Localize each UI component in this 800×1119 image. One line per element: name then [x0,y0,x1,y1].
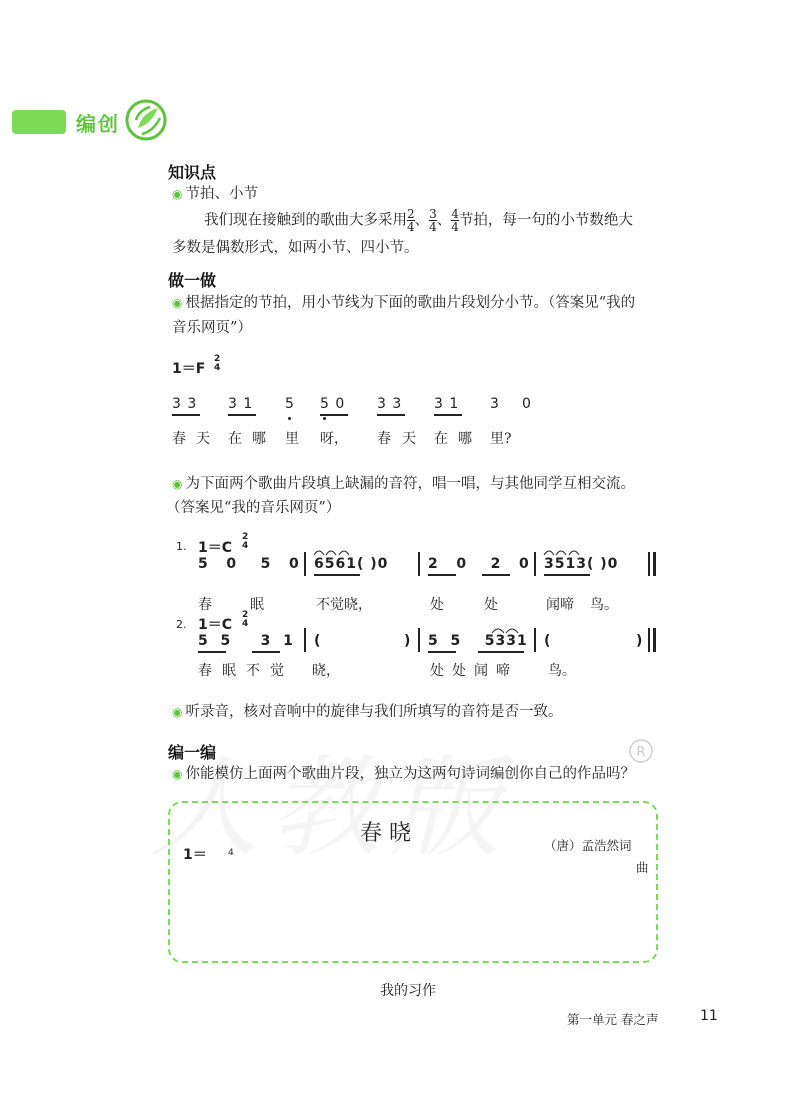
slur-marks-icon [542,546,594,556]
bullet-icon: ◉ [172,705,183,719]
ex1-lyric: 天 [402,431,416,447]
ex1-note-group-1: 3 3 [172,396,198,412]
ex2-lyric: 眠 [250,597,264,613]
ex2-lyric: 闻啼 [546,597,574,613]
composition-box[interactable] [168,801,658,963]
ex1-beam [320,414,348,416]
ex1-beam [172,414,200,416]
slur-marks-icon [312,546,364,556]
ex2-lyric: 鸟。 [590,597,618,613]
ex1-note-rest: 0 [522,396,532,412]
bullet-listen: ◉ 听录音，核对音响中的旋律与我们所填写的音符是否一致。 [172,704,563,720]
bullet-divide-bars: ◉ 根据指定的节拍，用小节线为下面的歌曲片段划分小节。（答案见“我的 [172,295,636,311]
ex1-note-5: 5 [285,396,295,412]
ex1-time-signature: 2 4 [214,354,221,373]
bullet-icon: ◉ [172,477,183,491]
ex1-lyric: 春 [377,431,391,447]
ex1-note-group-4: 3 3 [377,396,403,412]
ex3-time-signature: 2 4 [242,610,249,629]
paragraph-2: 多数是偶数形式，如两小节、四小节。 [172,240,419,256]
ex3-beam [198,651,226,653]
ex2-beam [482,574,510,576]
section-title: 编创 [76,112,120,136]
ex2-notes-a: 5 0 5 0 [198,556,300,572]
ex3-paren-open: ( [314,633,322,649]
ex1-lyric: 呀， [320,431,348,447]
ex1-note-3: 3 [490,396,500,412]
composition-key: 1＝ [183,847,207,863]
leaf-logo-icon [124,98,168,142]
ex2-number: 1. [176,540,187,553]
ex1-beam [434,414,462,416]
slur-marks-icon [478,624,528,634]
ex1-lyric: 在 [228,431,242,447]
heading-knowledge: 知识点 [168,163,217,182]
ex2-lyric: 处 [430,597,444,613]
final-bar-line [648,628,650,652]
ex3-lyric: 晓， [312,663,340,679]
ex3-paren-close: ) [404,633,412,649]
ex1-lyric: 哪 [252,431,266,447]
ex1-note-group-2: 3 1 [228,396,254,412]
bullet-fill-notes: ◉ 为下面两个歌曲片段填上缺漏的音符，唱一唱，与其他同学互相交流。 [172,476,635,492]
credit-composer: 曲 [636,860,649,875]
ex1-key: 1＝F [172,361,206,377]
ex1-note-group-3: 5 0 [320,396,346,412]
ex1-lyric: 春 [172,431,186,447]
bullet-beat: ◉ 节拍、小节 [172,186,258,202]
ex1-lyric: 哪 [458,431,472,447]
bullet-icon: ◉ [172,296,183,310]
final-bar-line [653,552,656,576]
ex3-key: 1＝C [198,617,233,633]
paragraph-1: 我们现在接触到的歌曲大多采用 $\frac{2}{4}$ 、 $\frac{3}{4}$ 、 $\frac{4}{4}$ 节拍，每一句的小节数绝大 [204,207,633,234]
ex2-beam [314,574,360,576]
ex2-key: 1＝C [198,540,233,556]
bar-line [304,552,306,576]
ex2-lyric: 不觉晓， [316,597,372,613]
ex1-note-group-5: 3 1 [434,396,460,412]
bullet-icon: ◉ [172,767,183,781]
header-bar [12,110,66,134]
bar-line [418,628,420,652]
bar-line [418,552,420,576]
page-number: 11 [700,1008,718,1024]
ex3-notes-b: 5 5 5331 [428,633,528,649]
bar-line [304,628,306,652]
final-bar-line [653,628,656,652]
ex3-notes-a: 5 5 3 1 [198,633,294,649]
svg-text:R: R [636,745,646,760]
ex2-notes-d: 3513( )0 [544,556,619,572]
heading-practice: 做一做 [168,271,217,290]
registered-mark-icon [628,738,654,764]
ex3-lyric: 春眠不觉 [198,663,294,679]
bar-line [534,628,536,652]
ex1-lyric: 在 [434,431,448,447]
heading-compose: 编一编 [168,743,217,762]
ex3-beam [428,651,456,653]
ex1-lyric: 里? [490,431,512,447]
ex3-number: 2. [176,618,187,631]
ex2-lyric: 处 [484,597,498,613]
low-octave-dot [323,417,326,420]
song-title: 春 晓 [360,821,411,846]
bullet-icon: ◉ [172,187,183,201]
ex1-beam [377,414,405,416]
ex1-lyric: 里 [285,431,299,447]
ex2-beam [544,574,590,576]
bullet-fill-notes-cont: （答案见“我的音乐网页”） [166,500,341,516]
ex3-paren-close: ) [636,633,644,649]
ex3-beam [478,651,524,653]
bullet-compose: ◉ 你能模仿上面两个歌曲片段，独立为这两句诗词编创你自己的作品吗？ [172,766,635,782]
ex2-lyric: 春 [198,597,212,613]
ex3-lyric: 鸟。 [548,663,576,679]
ex3-paren-open: ( [544,633,552,649]
ex1-lyric: 天 [196,431,210,447]
ex3-lyric: 处处闻啼 [430,663,518,679]
ex2-notes-c: 2 0 2 0 [428,556,530,572]
ex1-beam [228,414,256,416]
footer-unit: 第一单元 春之声 [567,1012,659,1027]
low-octave-dot [288,417,291,420]
bullet-divide-bars-cont: 音乐网页”） [172,320,252,336]
box-caption: 我的习作 [380,983,436,999]
final-bar-line [648,552,650,576]
bar-line [534,552,536,576]
credit-lyricist: （唐）孟浩然词 [544,838,632,853]
ex2-notes-b: 6561( )0 [314,556,389,572]
ex3-beam [252,651,280,653]
ex2-beam [428,574,456,576]
composition-time-signature: 4 [228,848,234,858]
ex2-time-signature: 2 4 [242,532,249,551]
